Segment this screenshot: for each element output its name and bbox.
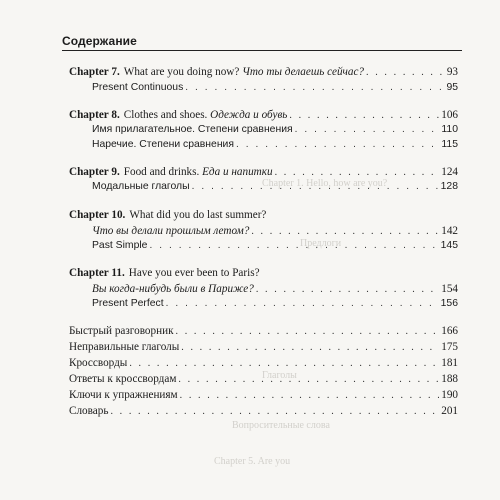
page-number: 190 xyxy=(441,389,458,401)
chapter-title-en: Clothes and shoes. xyxy=(123,109,208,121)
page-number: 145 xyxy=(440,240,458,251)
leader-dots xyxy=(251,226,439,237)
chapter-title-en: Food and drinks. xyxy=(123,166,200,178)
chapter-number: Chapter 9. xyxy=(69,166,120,178)
page-number: 175 xyxy=(441,341,458,353)
page-number: 188 xyxy=(441,373,458,385)
leader-dots xyxy=(129,358,439,369)
page-number: 166 xyxy=(441,325,458,337)
leader-dots xyxy=(256,284,439,295)
leader-dots xyxy=(236,139,439,150)
chapter-title-en: What are you doing now? xyxy=(123,66,240,78)
toc-entry-chapter-10 xyxy=(69,209,458,224)
leader-dots xyxy=(295,124,440,135)
section-title: Кроссворды xyxy=(69,357,128,369)
leader-dots xyxy=(275,167,440,178)
leader-dots xyxy=(176,326,440,337)
leader-dots xyxy=(180,390,440,401)
toc-entry-phrasebook xyxy=(69,325,458,340)
chapter-number: Chapter 11. xyxy=(69,267,125,279)
leader-dots xyxy=(181,342,439,353)
toc-entry-chapter-9 xyxy=(69,166,458,181)
chapter-title-en: What did you do last summer? xyxy=(129,209,267,221)
chapter-number: Chapter 10. xyxy=(69,209,126,221)
leader-dots xyxy=(110,406,439,417)
section-title: Модальные глаголы xyxy=(92,181,190,192)
toc-entry-chapter-8 xyxy=(69,109,458,124)
leader-dots xyxy=(192,181,439,192)
section-title: Словарь xyxy=(69,405,109,417)
chapter-number: Chapter 7. xyxy=(69,66,120,78)
toc-entry-chapter-10-ru xyxy=(92,225,458,240)
section-title: Имя прилагательное. Степени сравнения xyxy=(92,124,293,135)
chapter-title-ru: Что ты делаешь сейчас? xyxy=(242,66,365,78)
leader-dots xyxy=(289,110,439,121)
toc-entry-crossword-answers xyxy=(69,373,458,388)
page-number: 93 xyxy=(446,66,458,78)
leader-dots xyxy=(166,298,439,309)
page-number: 128 xyxy=(440,181,458,192)
leader-dots xyxy=(185,82,444,93)
toc-entry-irregular-verbs xyxy=(69,341,458,356)
section-title: Ключи к упражнениям xyxy=(69,389,178,401)
toc-entry-chapter-11 xyxy=(69,267,458,282)
toc-entry-adverbs xyxy=(92,139,458,154)
page-number: 201 xyxy=(441,405,458,417)
section-title: Быстрый разговорник xyxy=(69,325,174,337)
chapter-title-ru: Вы когда-нибудь были в Париже? xyxy=(92,283,254,295)
page-number: 181 xyxy=(441,357,458,369)
toc-entry-modal-verbs xyxy=(92,181,458,196)
section-title: Ответы к кроссвордам xyxy=(69,373,177,385)
section-title: Present Continuous xyxy=(92,82,184,93)
toc-entry-adjectives xyxy=(92,124,458,139)
page-number: 95 xyxy=(446,82,458,93)
page-number: 115 xyxy=(441,139,458,150)
toc-entry-present-continuous xyxy=(92,82,458,97)
section-title: Наречие. Степени сравнения xyxy=(92,139,234,150)
page-number: 142 xyxy=(441,225,458,237)
page-number: 124 xyxy=(441,166,458,178)
page-number: 154 xyxy=(441,283,458,295)
leader-dots xyxy=(366,67,445,78)
toc-entry-chapter-11-ru xyxy=(92,283,458,298)
chapter-title-en: Have you ever been to Paris? xyxy=(128,267,260,279)
section-title: Past Simple xyxy=(92,240,148,251)
page-number: 106 xyxy=(441,109,458,121)
chapter-title-ru: Одежда и обувь xyxy=(210,109,288,121)
toc-entry-past-simple xyxy=(92,240,458,255)
toc-entry-exercise-keys xyxy=(69,389,458,404)
toc-entry-crosswords xyxy=(69,357,458,372)
toc-entry-present-perfect xyxy=(92,298,458,313)
header-rule xyxy=(62,50,462,51)
section-title: Неправильные глаголы xyxy=(69,341,180,353)
chapter-number: Chapter 8. xyxy=(69,109,120,121)
chapter-title-ru: Что вы делали прошлым летом? xyxy=(92,225,250,237)
chapter-title-ru: Еда и напитки xyxy=(202,166,273,178)
page-number: 110 xyxy=(441,124,458,135)
leader-dots xyxy=(178,374,439,385)
page-number: 156 xyxy=(440,298,458,309)
toc-entry-chapter-7 xyxy=(69,66,458,81)
leader-dots xyxy=(149,240,438,251)
section-title: Present Perfect xyxy=(92,298,164,309)
toc-entry-dictionary xyxy=(69,405,458,420)
page-header: Содержание xyxy=(62,34,137,48)
